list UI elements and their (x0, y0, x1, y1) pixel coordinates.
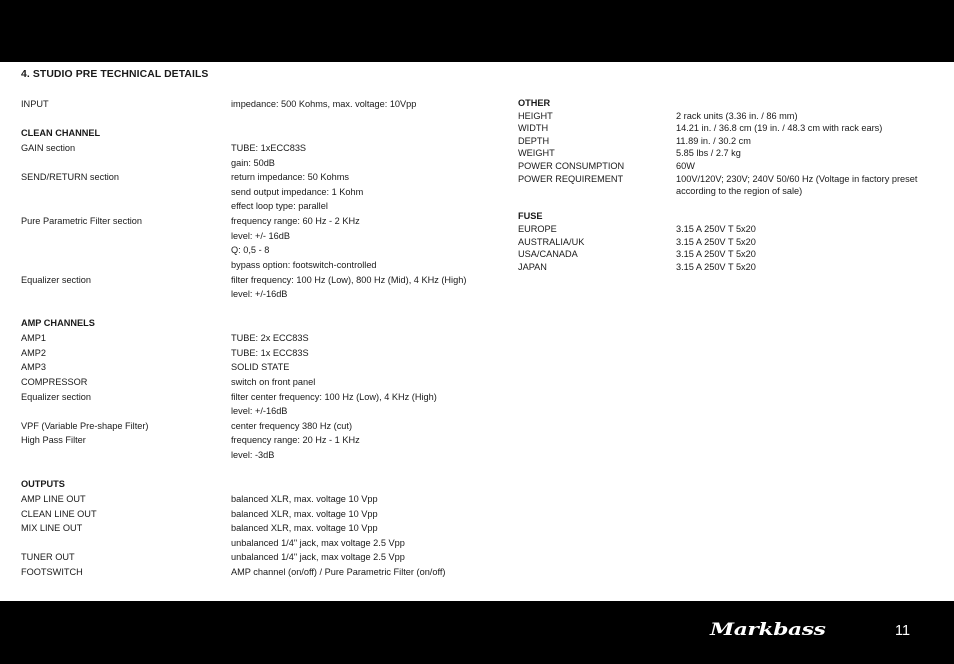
spec-label: WIDTH (518, 123, 549, 134)
specs-left-column (21, 97, 491, 580)
spec-label: High Pass Filter (21, 435, 86, 446)
spec-value: TUBE: 1x ECC83S (231, 347, 309, 358)
spec-row (21, 433, 491, 448)
specs-right-column (518, 97, 938, 273)
other-specs (518, 110, 938, 173)
spec-value: bypass option: footswitch-controlled (231, 259, 377, 270)
spec-value: filter center frequency: 100 Hz (Low), 4 KHz (High) (231, 391, 437, 402)
spec-row (21, 448, 491, 463)
spec-value: unbalanced 1/4" jack, max voltage 2.5 Vpp (231, 552, 405, 563)
spec-row (518, 248, 938, 261)
spec-value: level: +/-16dB (231, 289, 288, 300)
spec-value: balanced XLR, max. voltage 10 Vpp (231, 508, 378, 519)
spec-label: Equalizer section (21, 274, 91, 285)
spec-label: COMPRESSOR (21, 376, 88, 387)
spec-row (21, 185, 491, 200)
spec-row (21, 141, 491, 156)
spec-value: 2 rack units (3.36 in. / 86 mm) (676, 110, 798, 121)
spec-value: 3.15 A 250V T 5x20 (676, 261, 756, 272)
spec-row (21, 243, 491, 258)
spec-label: Equalizer section (21, 391, 91, 402)
spec-label: AMP LINE OUT (21, 493, 86, 504)
section-title: 4. STUDIO PRE TECHNICAL DETAILS (21, 69, 209, 80)
spacer-row (21, 112, 491, 127)
spec-value: 5.85 lbs / 2.7 kg (676, 148, 741, 159)
spec-row-power-requirement (518, 173, 938, 198)
spec-row (518, 160, 938, 173)
spacer-row (21, 463, 491, 478)
spec-label: MIX LINE OUT (21, 523, 83, 534)
top-banner (0, 0, 954, 62)
spec-label: POWER CONSUMPTION (518, 160, 625, 171)
fuse-heading: FUSE (518, 211, 543, 222)
section-heading: CLEAN CHANNEL (21, 128, 101, 139)
other-heading-row (518, 97, 938, 110)
spec-value: balanced XLR, max. voltage 10 Vpp (231, 523, 378, 534)
spec-value: TUBE: 2x ECC83S (231, 333, 309, 343)
spec-label: SEND/RETURN section (21, 172, 120, 183)
spec-value: level: +/-16dB (231, 406, 288, 417)
spec-row (21, 390, 491, 405)
spec-value: 3.15 A 250V T 5x20 (676, 249, 756, 260)
spec-row (21, 521, 491, 536)
spec-value: center frequency 380 Hz (cut) (231, 420, 353, 431)
other-heading: OTHER (518, 98, 551, 108)
spec-value: filter frequency: 100 Hz (Low), 800 Hz (Mid), 4 KHz (High) (231, 274, 467, 285)
spec-label: CLEAN LINE OUT (21, 508, 97, 519)
spec-row (21, 97, 491, 112)
spec-value: gain: 50dB (231, 157, 275, 168)
spec-row (21, 199, 491, 214)
spec-row (21, 492, 491, 507)
spec-label: AMP3 (21, 362, 47, 373)
fuse-specs (518, 223, 938, 273)
spec-row (21, 507, 491, 522)
spec-row (21, 214, 491, 229)
spacer-row (518, 198, 938, 211)
spec-label: INPUT (21, 99, 49, 109)
spec-value: Q: 0,5 - 8 (231, 245, 270, 256)
spec-value: effect loop type: parallel (231, 201, 328, 212)
fuse-heading-row (518, 210, 938, 223)
spec-row (21, 229, 491, 244)
spec-value: unbalanced 1/4" jack, max voltage 2.5 Vpp (231, 537, 405, 548)
spec-value: switch on front panel (231, 376, 316, 387)
spec-label: DEPTH (518, 135, 550, 146)
spec-label: AMP1 (21, 333, 47, 343)
page-number: 11 (895, 623, 911, 639)
spec-value: 14.21 in. / 36.8 cm (19 in. / 48.3 cm with rack ears) (676, 123, 883, 134)
spec-label: AMP2 (21, 347, 47, 358)
spec-row (21, 550, 491, 565)
spec-row (518, 147, 938, 160)
spec-value: return impedance: 50 Kohms (231, 172, 349, 183)
spec-row (21, 170, 491, 185)
spec-value: AMP channel (on/off) / Pure Parametric Filter (on/off) (231, 567, 446, 577)
spec-row (21, 258, 491, 273)
spec-value: 11.89 in. / 30.2 cm (676, 135, 751, 146)
section-heading: AMP CHANNELS (21, 318, 95, 329)
spec-value: send output impedance: 1 Kohm (231, 186, 364, 197)
spec-value: level: -3dB (231, 450, 275, 460)
spec-row (518, 236, 938, 249)
section-heading-row (21, 126, 491, 141)
spec-row (518, 122, 938, 135)
spec-value: 60W (676, 160, 695, 171)
markbass-logo: Markbass (710, 620, 826, 639)
spec-row (518, 135, 938, 148)
spec-row (21, 565, 491, 580)
spec-row (21, 360, 491, 375)
spec-value: frequency range: 60 Hz - 2 KHz (231, 216, 360, 226)
spec-label: JAPAN (518, 261, 547, 272)
spec-value: SOLID STATE (231, 362, 290, 373)
spec-row (21, 375, 491, 390)
spec-value: 3.15 A 250V T 5x20 (676, 236, 756, 247)
spec-row (21, 419, 491, 434)
spec-label: FOOTSWITCH (21, 567, 83, 577)
spec-label: WEIGHT (518, 148, 555, 159)
spec-value: level: +/- 16dB (231, 230, 290, 241)
spec-row (518, 261, 938, 274)
spec-label: VPF (Variable Pre-shape Filter) (21, 420, 149, 431)
spec-row (21, 346, 491, 361)
spec-row (21, 404, 491, 419)
spec-row (21, 287, 491, 302)
spec-row (21, 331, 491, 346)
spec-value: impedance: 500 Kohms, max. voltage: 10Vpp (231, 99, 417, 109)
spec-label: EUROPE (518, 223, 557, 234)
spec-row (21, 156, 491, 171)
spec-row (518, 110, 938, 123)
spec-row (518, 223, 938, 236)
spec-row (21, 273, 491, 288)
spec-label: USA/CANADA (518, 249, 578, 260)
spec-value: 100V/120V; 230V; 240V 50/60 Hz (Voltage in factory preset according to the region of sale) (676, 173, 918, 197)
spec-value: frequency range: 20 Hz - 1 KHz (231, 435, 360, 446)
spec-value: TUBE: 1xECC83S (231, 142, 307, 153)
spec-value: balanced XLR, max. voltage 10 Vpp (231, 493, 378, 504)
section-heading: OUTPUTS (21, 479, 65, 490)
section-heading-row (21, 316, 491, 331)
section-heading-row (21, 477, 491, 492)
spec-label: AUSTRALIA/UK (518, 236, 585, 247)
spec-label: POWER REQUIREMENT (518, 173, 624, 184)
spec-label: GAIN section (21, 142, 76, 153)
spec-value: 3.15 A 250V T 5x20 (676, 223, 756, 234)
spec-label: HEIGHT (518, 110, 553, 121)
spec-label: TUNER OUT (21, 552, 75, 563)
spec-label: Pure Parametric Filter section (21, 216, 143, 226)
spacer-row (21, 302, 491, 317)
spec-row (21, 536, 491, 551)
